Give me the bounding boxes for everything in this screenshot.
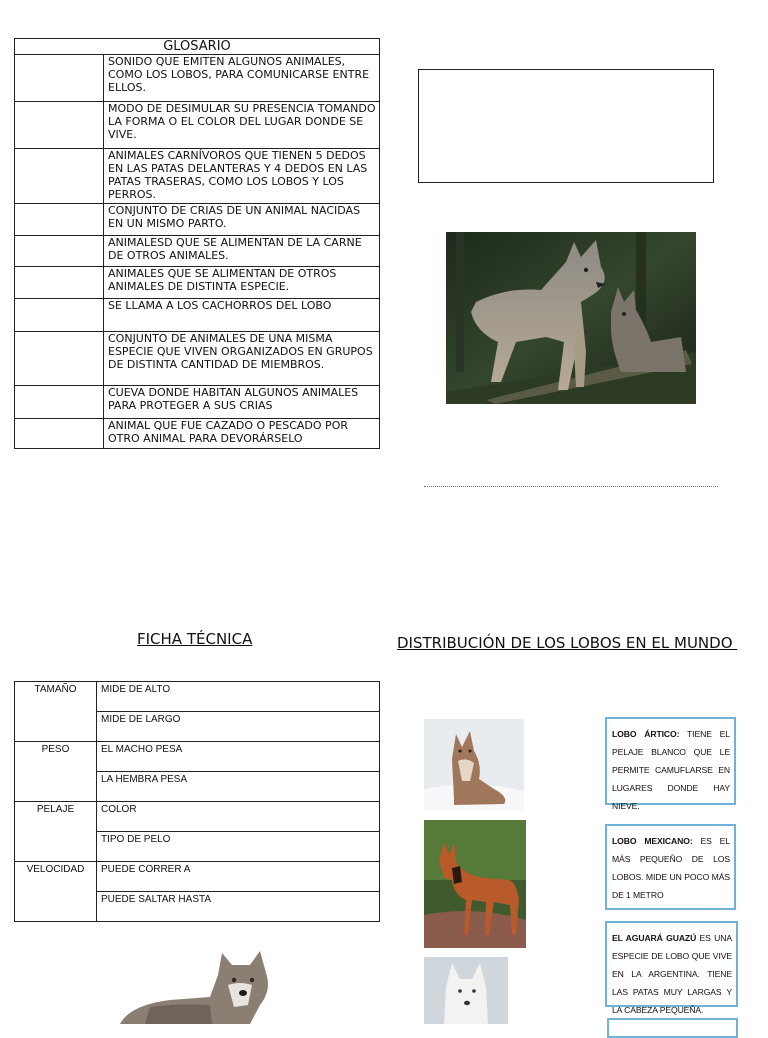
two-wolves-photo [446, 232, 696, 404]
ficha-category: PESO [15, 742, 97, 802]
glossary-term-cell [15, 332, 104, 386]
card-wolf-text: TIENE EL PELAJE BLANCO QUE LE PERMITE CAMUFLARSE EN LUGARES DONDE HAY NIEVE. [612, 729, 730, 811]
glossary-term-cell [15, 267, 104, 299]
glossary-term-cell [15, 55, 104, 102]
glossary-definition: SE LLAMA A LOS CACHORROS DEL LOBO [104, 299, 380, 332]
ficha-item: TIPO DE PELO [97, 832, 380, 862]
info-card-maned-wolf [605, 921, 738, 1015]
card-wolf-name: LOBO ÁRTICO: [612, 729, 680, 739]
ficha-category: TAMAÑO [15, 682, 97, 742]
ficha-item: LA HEMBRA PESA [97, 772, 380, 802]
glossary-table [14, 38, 380, 449]
card-wolf-name: LOBO MEXICANO: [612, 836, 693, 846]
ficha-item: COLOR [97, 802, 380, 832]
ficha-item: MIDE DE ALTO [97, 682, 380, 712]
glossary-definition: CUEVA DONDE HABITAN ALGUNOS ANIMALES PARA PROTEGER A SUS CRIAS [104, 386, 380, 419]
arctic-wolf-photo [424, 719, 524, 811]
glossary-definition: ANIMALES CARNÍVOROS QUE TIENEN 5 DEDOS EN LAS PATAS DELANTERAS Y 4 DEDOS EN LAS PATAS TRASERAS, COMO LOS LOBOS Y LOS PERROS. [104, 149, 380, 204]
ficha-item: PUEDE SALTAR HASTA [97, 892, 380, 922]
ficha-item: PUEDE CORRER A [97, 862, 380, 892]
glossary-term-cell [15, 236, 104, 267]
glossary-title: GLOSARIO [15, 39, 380, 55]
glossary-definition: ANIMALESD QUE SE ALIMENTAN DE LA CARNE DE OTROS ANIMALES. [104, 236, 380, 267]
glossary-definition: ANIMAL QUE FUE CAZADO O PESCADO POR OTRO ANIMAL PARA DEVORÁRSELO [104, 419, 380, 449]
glossary-definition: MODO DE DESIMULAR SU PRESENCIA TOMANDO LA FORMA O EL COLOR DEL LUGAR DONDE SE VIVE. [104, 102, 380, 149]
glossary-term-cell [15, 419, 104, 449]
glossary-definition: ANIMALES QUE SE ALIMENTAN DE OTROS ANIMALES DE DISTINTA ESPECIE. [104, 267, 380, 299]
glossary-term-cell [15, 102, 104, 149]
distribution-title: DISTRIBUCIÓN DE LOS LOBOS EN EL MUNDO [397, 634, 738, 652]
glossary-term-cell [15, 386, 104, 419]
glossary-definition: SONIDO QUE EMITEN ALGUNOS ANIMALES, COMO LOS LOBOS, PARA COMUNICARSE ENTRE ELLOS. [104, 55, 380, 102]
ficha-item: EL MACHO PESA [97, 742, 380, 772]
gray-wolf-photo [110, 945, 280, 1024]
maned-wolf-photo [424, 820, 526, 948]
ficha-table [14, 681, 380, 922]
card-wolf-text: ES UNA ESPECIE DE LOBO QUE VIVE EN LA ARGENTINA. TIENE LAS PATAS MUY LARGAS Y LA CABEZA PEQUEÑA. [612, 933, 732, 1015]
glossary-definition: CONJUNTO DE ANIMALES DE UNA MISMA ESPECIE QUE VIVEN ORGANIZADOS EN GRUPOS DE DISTINTA CANTIDAD DE MIEMBROS. [104, 332, 380, 386]
glossary-term-cell [15, 149, 104, 204]
info-card-partial [607, 1018, 738, 1038]
white-wolf-photo [424, 957, 508, 1024]
ficha-item: MIDE DE LARGO [97, 712, 380, 742]
info-card-mexican-wolf [605, 824, 736, 910]
blank-answer-box [418, 69, 714, 183]
glossary-definition: CONJUNTO DE CRIAS DE UN ANIMAL NACIDAS EN UN MISMO PARTO. [104, 204, 380, 236]
ficha-category: VELOCIDAD [15, 862, 97, 922]
dotted-line [424, 486, 718, 487]
info-card-arctic-wolf [605, 717, 736, 811]
glossary-term-cell [15, 204, 104, 236]
ficha-category: PELAJE [15, 802, 97, 862]
card-wolf-name: EL AGUARÁ GUAZÚ [612, 933, 697, 943]
glossary-term-cell [15, 299, 104, 332]
card-wolf-text: ES EL MÁS PEQUEÑO DE LOS LOBOS. MIDE UN POCO MÁS DE 1 METRO [612, 836, 730, 900]
ficha-title: FICHA TÉCNICA [137, 630, 253, 648]
